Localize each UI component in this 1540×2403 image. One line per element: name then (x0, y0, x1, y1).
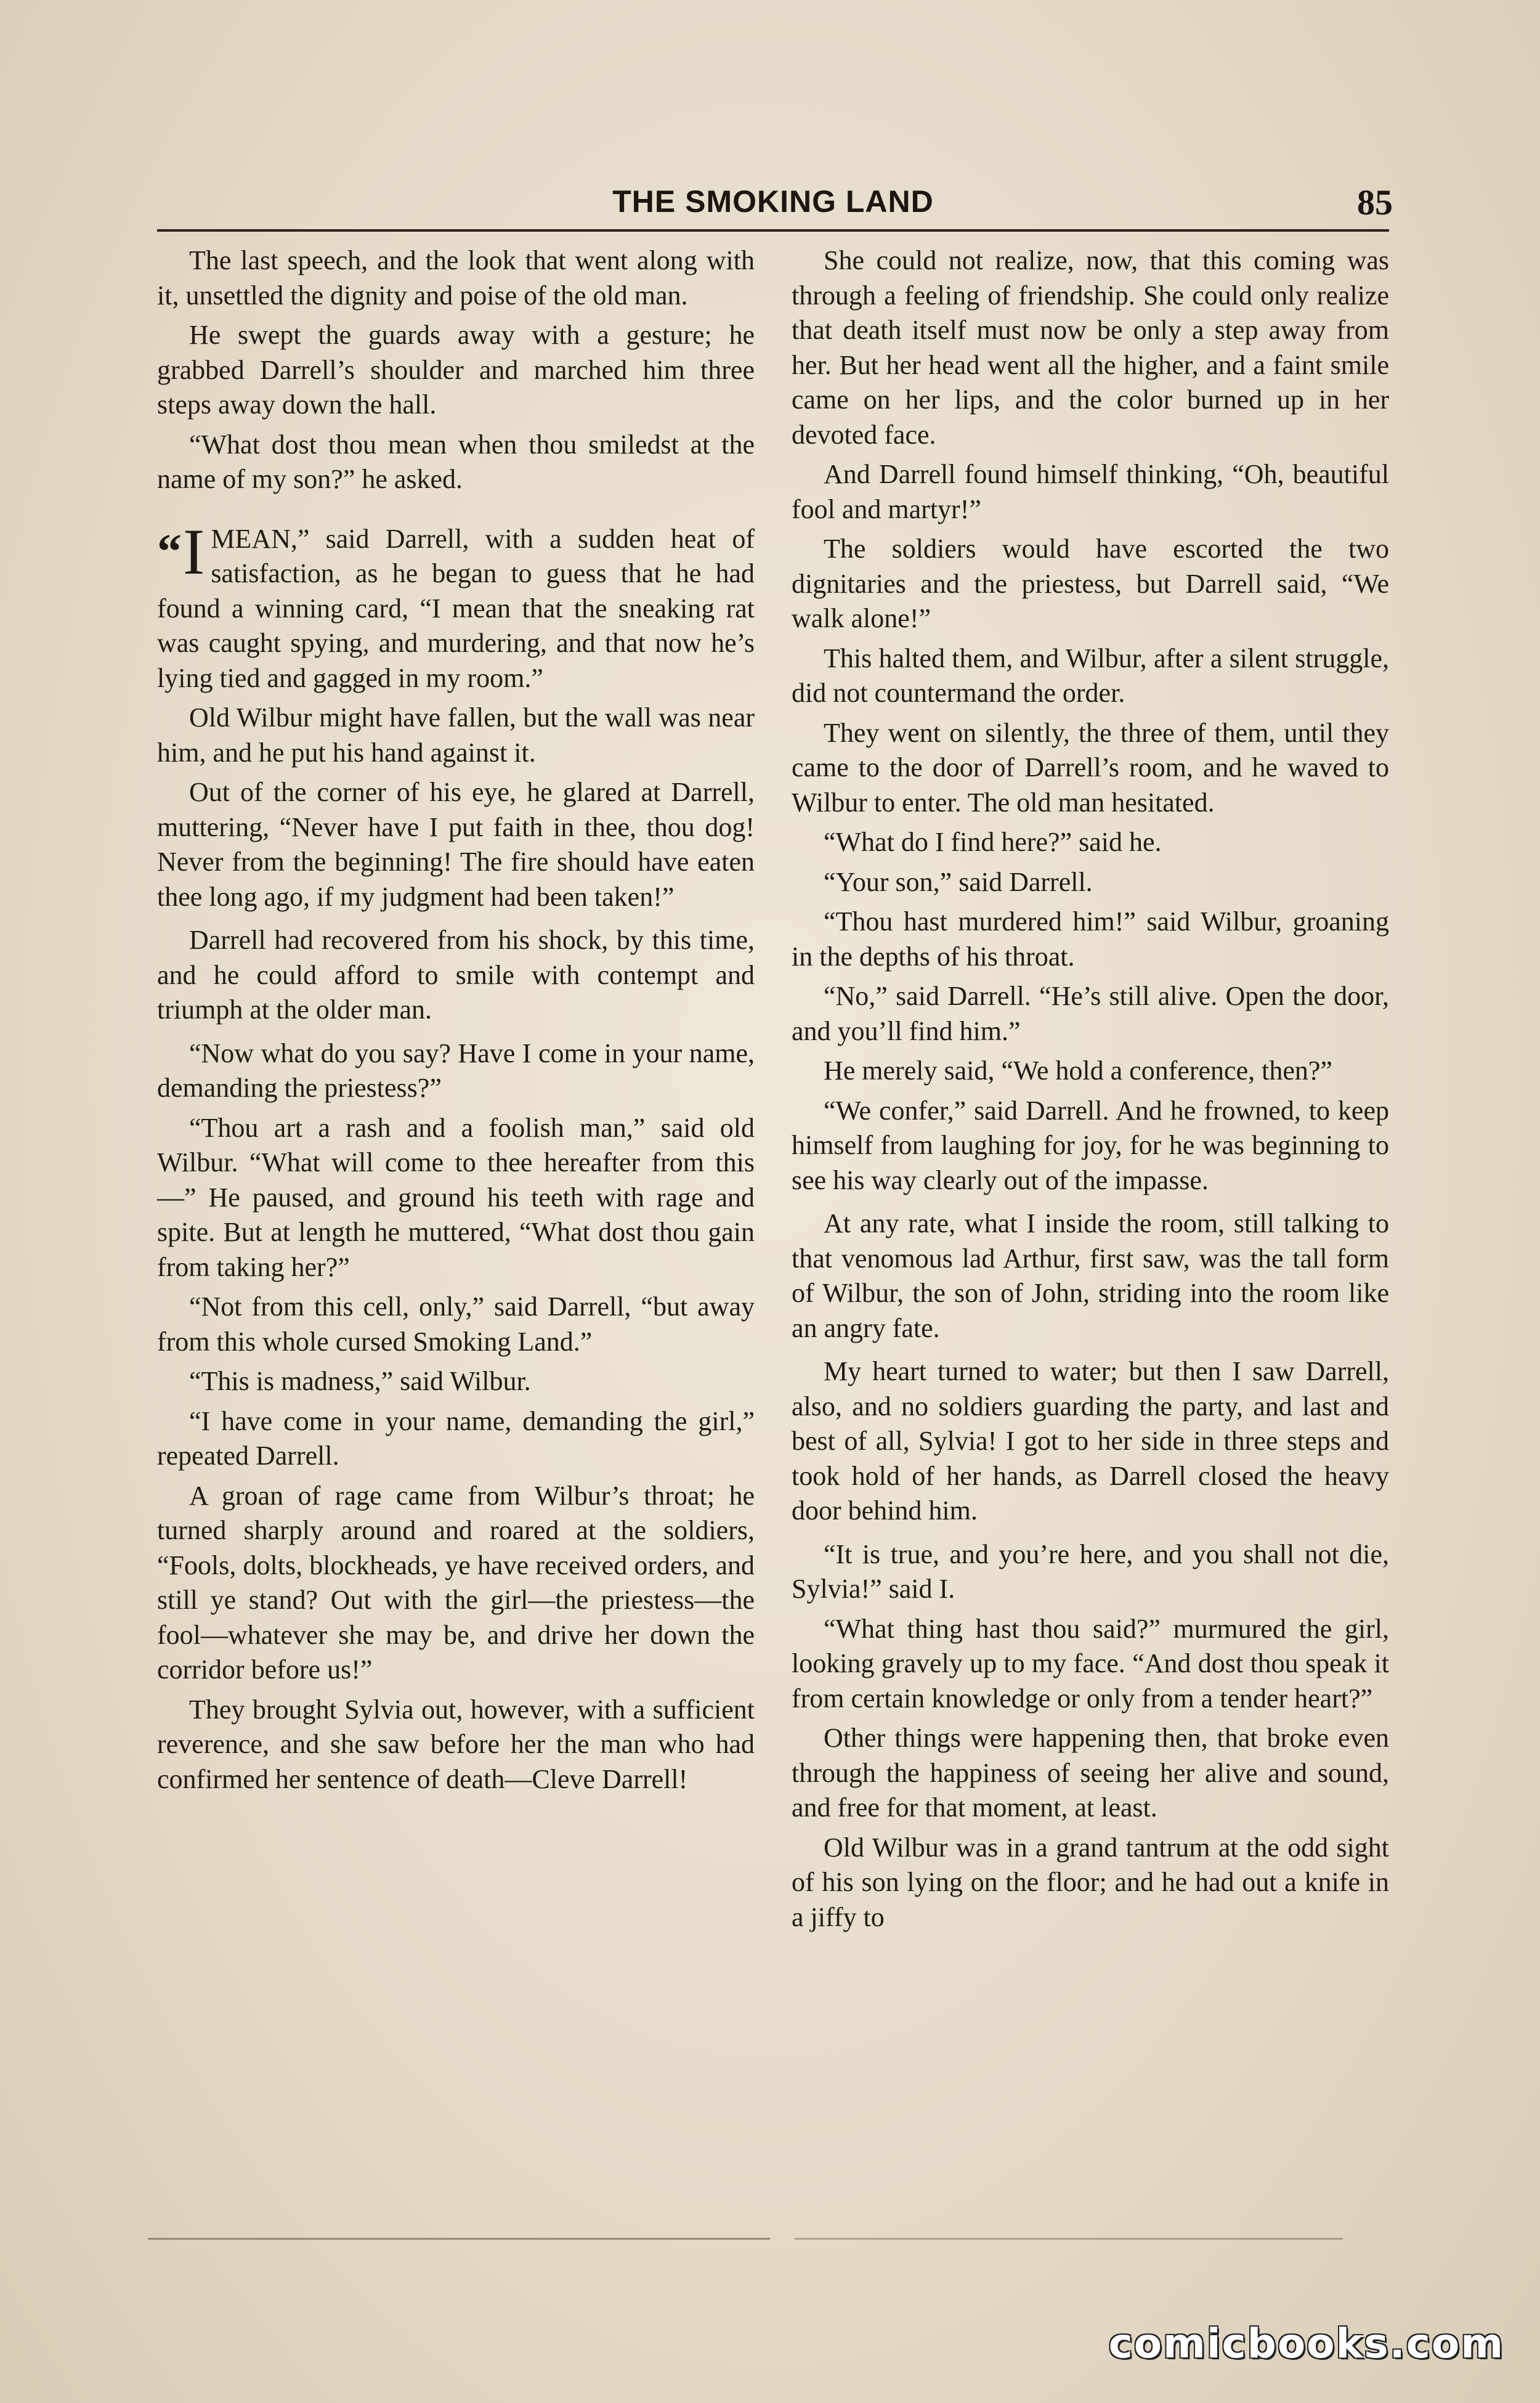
paragraph: The last speech, and the look that went along with it, unsettled the dignity and poise of the old man. (157, 245, 755, 311)
paragraph: My heart turned to water; but then I saw Darrell, also, and no soldiers guarding the party, and last and best of all, Sylvia! I got to her side in three steps and took hold of her hands, as Darrell closed the heavy door behind him. (792, 1356, 1389, 1526)
paragraph: This halted them, and Wilbur, after a silent struggle, did not countermand the order. (792, 643, 1389, 708)
paragraph: “No,” said Darrell. “He’s still alive. Open the door, and you’ll find him.” (792, 981, 1389, 1046)
paragraph: “What do I find here?” said he. (824, 827, 1162, 857)
paragraph: “We confer,” said Darrell. And he frowned, to keep himself from laughing for joy, for he was beginning to see his way clearly out of the impasse. (792, 1095, 1389, 1195)
right-column (792, 243, 1389, 1940)
running-title: THE SMOKING LAND (612, 184, 934, 219)
paragraph: He swept the guards away with a gesture; he grabbed Darrell’s shoulder and marched him three steps away down the hall. (157, 320, 755, 420)
drop-cap (157, 515, 205, 588)
paragraph: “Thou hast murdered him!” said Wilbur, groaning in the depths of his throat. (792, 906, 1389, 972)
page-header (157, 180, 1393, 229)
paragraph: A groan of rage came from Wilbur’s throat; he turned sharply around and roared at the soldiers, “Fools, dolts, blockheads, ye have received orders, and still ye stand? Out with the girl—the priestess—the fool—whatever she may be, and drive her down the corridor before us!” (157, 1480, 755, 1685)
paragraph: And Darrell found himself thinking, “Oh, beautiful fool and martyr!” (792, 459, 1389, 524)
watermark: comicbooks.com (1108, 2320, 1504, 2367)
drop-cap-quote: “ (157, 524, 182, 579)
paragraph: Old Wilbur might have fallen, but the wall was near him, and he put his hand against it. (157, 702, 755, 768)
paragraph: Other things were happening then, that broke even through the happiness of seeing her alive and sound, and free for that moment, at least. (792, 1723, 1389, 1823)
paragraph: “What dost thou mean when thou smiledst at the name of my son?” he asked. (157, 429, 755, 494)
dropcap-paragraph (157, 515, 755, 696)
paragraph: “It is true, and you’re here, and you shall not die, Sylvia!” said I. (792, 1539, 1389, 1604)
paragraph: She could not realize, now, that this coming was through a feeling of friendship. She could only realize that death itself must now be only a step away from her. But her head went all the higher, and a faint smile came on her lips, and the color burned up in her devoted face. (792, 245, 1389, 450)
bottom-rule (148, 2238, 770, 2240)
paragraph: Old Wilbur was in a grand tantrum at the odd sight of his son lying on the floor; and he had out a knife in a jiffy to (792, 1832, 1389, 1932)
left-column (157, 243, 755, 1802)
dropcap-paragraph-text: MEAN,” said Darrell, with a sudden heat of satisfaction, as he began to guess that he had found a winning card, “I mean that the sneaking rat was caught spying, and murdering, and that now he’s lying tied and gagged in my room.” (157, 523, 755, 693)
paragraph: “Not from this cell, only,” said Darrell, “but away from this whole cursed Smoking Land.” (157, 1291, 755, 1357)
paragraph: “I have come in your name, demanding the girl,” repeated Darrell. (157, 1405, 755, 1471)
paragraph: They went on silently, the three of them, until they came to the door of Darrell’s room, and he waved to Wilbur to enter. The old man hesitated. (792, 717, 1389, 818)
paragraph: “This is madness,” said Wilbur. (189, 1366, 531, 1396)
paragraph: Out of the corner of his eye, he glared at Darrell, muttering, “Never have I put faith in thee, thou dog! Never from the beginning! The fire should have eaten thee long ago, if my judgment had been taken!” (157, 777, 755, 912)
paragraph: The soldiers would have escorted the two dignitaries and the priestess, but Darrell said, “We walk alone!” (792, 534, 1389, 633)
page-number: 85 (1357, 182, 1393, 222)
paragraph: At any rate, what I inside the room, still talking to that venomous lad Arthur, first saw, was the tall form of Wilbur, the son of John, striding into the room like an angry fate. (792, 1208, 1389, 1343)
drop-cap-letter: I (183, 515, 205, 588)
paragraph: “Your son,” said Darrell. (824, 866, 1093, 897)
paragraph: He merely said, “We hold a conference, then?” (824, 1055, 1332, 1086)
bottom-rule-right (795, 2238, 1343, 2240)
paragraph: Darrell had recovered from his shock, by this time, and he could afford to smile with contempt and triumph at the older man. (157, 925, 755, 1025)
paragraph: “Now what do you say? Have I come in your name, demanding the priestess?” (157, 1038, 755, 1103)
paragraph: “Thou art a rash and a foolish man,” said old Wilbur. “What will come to thee hereafter from this—” He paused, and ground his teeth with rage and spite. But at length he muttered, “What dost thou gain from taking her?” (157, 1112, 755, 1282)
paragraph: “What thing hast thou said?” murmured the girl, looking gravely up to my face. “And dost thou speak it from certain knowledge or only from a tender heart?” (792, 1613, 1389, 1714)
header-rule (157, 229, 1389, 232)
paragraph: They brought Sylvia out, however, with a sufficient reverence, and she saw before her the man who had confirmed her sentence of death—Cleve Darrell! (157, 1694, 755, 1794)
